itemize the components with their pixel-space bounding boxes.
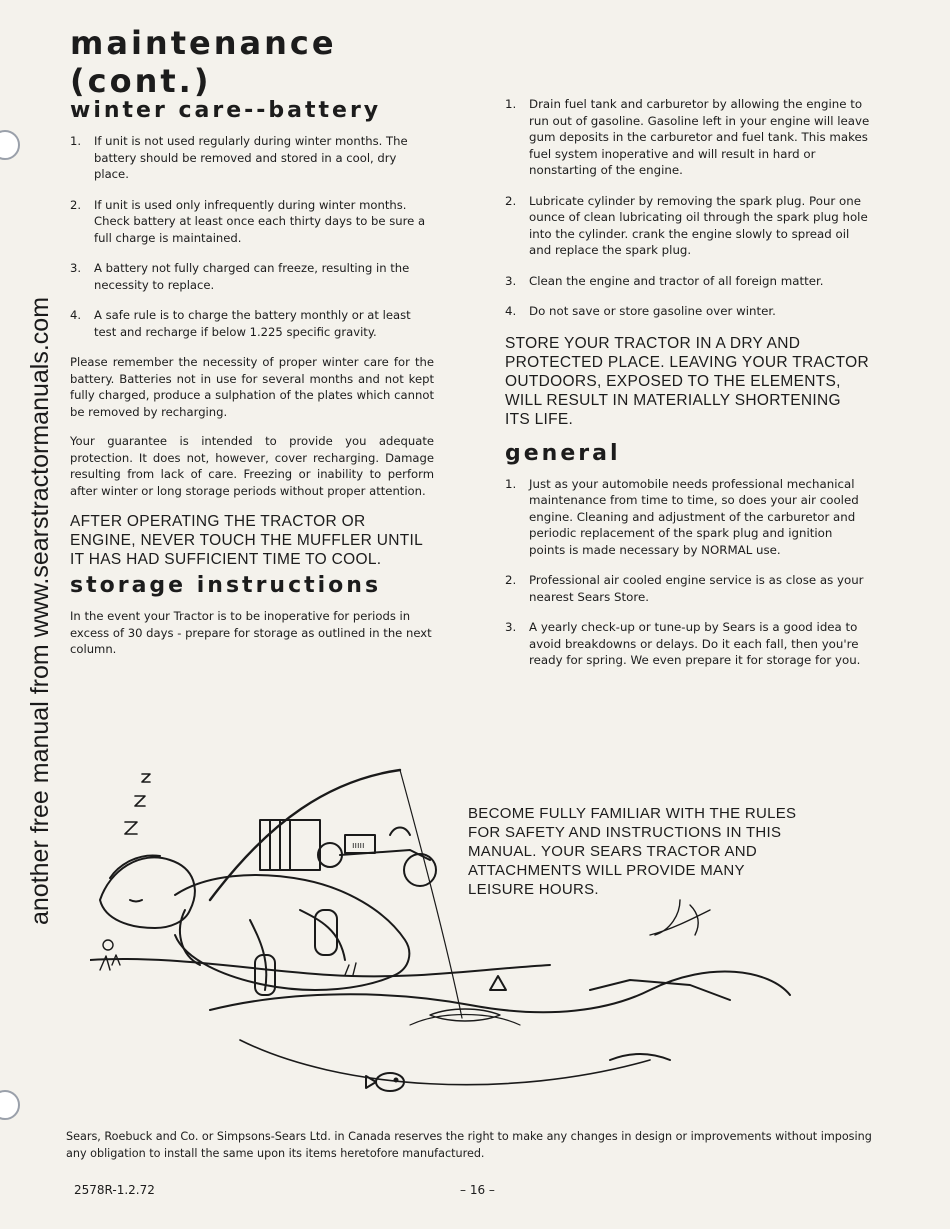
footer-disclaimer: Sears, Roebuck and Co. or Simpsons-Sears Ltd. in Canada reserves the right to make any changes in design or improvements without imposing any obligation to install the same upon its items heretofore manufactured. (66, 1130, 872, 1160)
list-item: 1. Drain fuel tank and carburetor by allowing the engine to run out of gasoline. Gasoline left in your engine will leave gum deposits in the carburetor and fuel tank. This makes fuel system inoperative and will result in hard or nonstarting of the engine. (505, 97, 870, 177)
battery-care-paragraph: Please remember the necessity of proper winter care for the battery. Batteries not in use for several months and not kept fully charged, produce a sulphation of the plates which cannot be removed by recharging. (70, 355, 434, 419)
store-tractor-notice: STORE YOUR TRACTOR IN A DRY AND PROTECTED PLACE. LEAVING YOUR TRACTOR OUTDOORS, EXPOSED TO THE ELEMENTS, WILL RESULT IN MATERIALLY SHORTENING ITS LIFE. (505, 334, 869, 428)
ground-line (90, 959, 550, 976)
general-list (505, 476, 870, 669)
list-item: 3. A yearly check-up or tune-up by Sears is a good idea to avoid breakdowns or delays. Do it each fall, then you're ready for spring. We even prepare it for storage for you. (505, 620, 861, 667)
sleeping-man (100, 855, 409, 995)
bobber-drawing (490, 976, 506, 990)
storage-intro: In the event your Tractor is to be inoperative for periods in excess of 30 days - prepare for storage as outlined in the next column. (70, 609, 432, 656)
list-item: 1. If unit is not used regularly during winter months. The battery should be removed and stored in a cool, dry place. (70, 134, 408, 181)
zzz-mark (125, 774, 150, 834)
list-item: 2. Lubricate cylinder by removing the spark plug. Pour one ounce of clean lubricating oil through the spark plug hole into the cylinder. crank the engine slowly to spread oil and replace the spark plug. (505, 193, 868, 257)
list-item: 2. If unit is used only infrequently during winter months. Check battery at least once each thirty days to be sure a full charge is maintained. (70, 197, 426, 245)
left-column (70, 24, 434, 671)
tractor-sign-text: ııııı (352, 841, 365, 851)
binder-hole-bottom (0, 1090, 20, 1120)
page-number: – 16 – (460, 1183, 495, 1197)
binder-hole-top (0, 130, 20, 160)
right-column (505, 96, 870, 683)
list-item: 2. Professional air cooled engine service is as close as your nearest Sears Store. (505, 573, 864, 604)
section-heading-winter-care: winter care--battery (70, 98, 382, 123)
list-item: 1. Just as your automobile needs professional mechanical maintenance from time to time, so does your air cooled engine. Cleaning and adjustment of the carburetor and periodic replacement of the spark plug and ignition points is made necessary by NORMAL use. (505, 476, 859, 557)
storage-steps-list (505, 96, 870, 320)
fishing-line (400, 770, 462, 1018)
muffler-warning: AFTER OPERATING THE TRACTOR OR ENGINE, NEVER TOUCH THE MUFFLER UNTIL IT HAS HAD SUFFICIENT TIME TO COOL. (70, 513, 423, 568)
list-item: 4. Do not save or store gasoline over winter. (505, 304, 776, 318)
side-watermark: another free manual from www.searstractormanuals.com (26, 296, 54, 925)
familiar-notice: BECOME FULLY FAMILIAR WITH THE RULES FOR SAFETY AND INSTRUCTIONS IN THIS MANUAL. YOUR SEARS TRACTOR AND ATTACHMENTS WILL PROVIDE MANY LEISURE HOURS. (468, 805, 797, 898)
list-item: 3. A battery not fully charged can freeze, resulting in the necessity to replace. (70, 261, 410, 292)
list-item: 3. Clean the engine and tractor of all foreign matter. (505, 273, 824, 288)
section-heading-general: general (505, 440, 621, 466)
fisherman-illustration (90, 760, 810, 1120)
battery-list (70, 133, 434, 340)
list-item: 4. A safe rule is to charge the battery monthly or at least test and recharge if below 1.225 specific gravity. (70, 308, 411, 339)
part-number: 2578R-1.2.72 (74, 1183, 155, 1197)
grass-plants (100, 900, 710, 975)
guarantee-paragraph: Your guarantee is intended to provide you adequate protection. It does not, however, cover recharging. Damage resulting from lack of care. Freezing or inability to perform after winter or long storage periods without proper attention. (70, 434, 434, 498)
page-title: maintenance (cont.) (70, 24, 337, 100)
section-heading-storage: storage instructions (70, 573, 382, 598)
